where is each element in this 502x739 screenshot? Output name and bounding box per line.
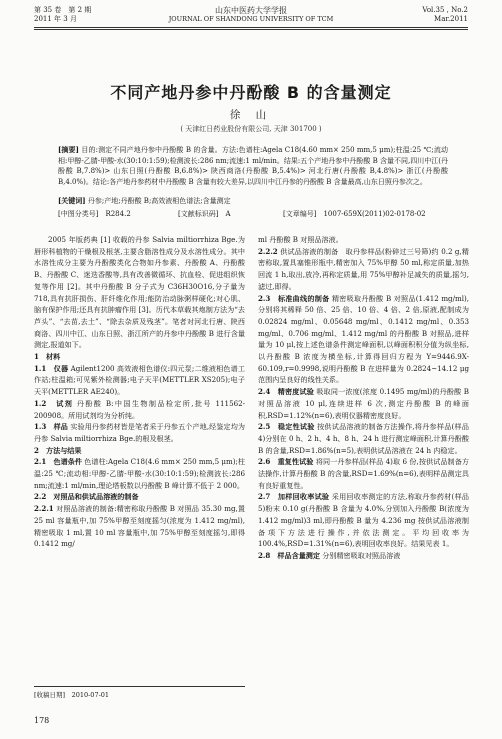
section-heading: 2.5 稳定性试验 (258, 422, 315, 432)
running-header (34, 6, 468, 28)
abstract (58, 145, 448, 187)
section-heading: 2.6 重复性试验 (258, 457, 314, 467)
document-code: [文献标识码] A (178, 210, 231, 218)
right_col-section (258, 386, 469, 421)
section-heading: 2 方法与结果 (34, 445, 82, 455)
left_sections-section (34, 445, 245, 457)
section-heading: 2.2 对照品和供试品溶液的制备 (34, 492, 139, 502)
section-heading: 1 材料 (34, 352, 61, 362)
section-body: 精密吸取丹酚酸 B 对照品(1.412 mg/ml),分别将其稀释 50 倍、25 倍、10 倍、4 倍、2 倍,原液,配制成为 0.02824 mg/ml、0.05648 mg/ml、0.1412 mg/ml、0.353 mg/ml、0.706 mg/ml、1.412 mg/ml 的丹酚酸 B 对照品,进样量为 10 μl,按上述色谱条件测定峰面积,以峰面积积分值为纵坐标,以丹酚酸 B 浓度为横坐标,计算得回归方程为 Y=9446.9X-60.109,r=0.9998,说明丹酚酸 B 在进样量为 0.2824~14.12 μg 范围内呈良好的线性关系。 (258, 293, 469, 385)
paper-title: 不同产地丹参中丹酚酸 B 的含量测定 (110, 83, 392, 102)
journal-en: JOURNAL OF SHANDONG UNIVERSITY OF TCM (168, 15, 334, 23)
left_sections-section (34, 456, 245, 491)
right_col-section (258, 456, 469, 491)
section-heading: 2.2.1 (34, 504, 54, 514)
right_col-section (258, 550, 469, 562)
keywords (58, 196, 448, 206)
section-body: 采用回收率测定的方法,称取丹参药材(样品 5)粉末 0.10 g(丹酚酸 B 含量为 4.0%,分别加入丹酚酸 B(浓度为 1.412 mg/ml)3 ml,即丹酚酸 B 量为 4.236 mg 按供试品溶液制备项下方法进行操作,并依法测定。平均回收率为 100.4%,RSD=1.31%(n=6),表明回收率良好。结果见表 1。 (258, 492, 469, 549)
section-body: 将同一丹参样品(样品 4)取 6 份,按供试品制备方法操作,计算丹酚酸 B 的含量,RSD=1.69%(n=6),表明样品测定具有良好重复性。 (258, 457, 469, 490)
section-heading: 2.8 样品含量测定 (258, 550, 320, 560)
section-body: 色谱柱:Agela C18(4.6 mm× 250 mm,5 μm);柱温:25 ℃;流动相:甲醇-乙腈-甲酸-水(30:10:1:59);检测波长:286 nm;流速:1 ml/min,理论塔板数以丹酚酸 B 峰计算不低于 2 000。 (34, 457, 245, 490)
section-heading: 2.3 标准曲线的制备 (258, 293, 330, 303)
section-body: ml 丹酚酸 B 对照品溶液。 (258, 235, 343, 244)
section-body: 吸取同一浓度(浓度 0.1495 mg/ml)的丹酚酸 B 对照品溶液 10 μl,连续进样 6 次,测定丹酚酸 B 的峰面积,RSD=1.12%(n=6),表明仪器精密度良好。 (258, 387, 469, 420)
page-number: 178 (34, 716, 50, 725)
header-rule (34, 27, 468, 28)
left_sections-section (34, 491, 245, 503)
keywords-label: [关键词] (58, 196, 86, 205)
keywords-text: 丹参;产地;丹酚酸 B;高效液相色谱法;含量测定 (87, 197, 231, 205)
section-heading: 1.1 仪器 (34, 363, 69, 373)
left_sections-section (34, 421, 245, 444)
classification-line (58, 209, 448, 219)
abstract-label: [摘要] (58, 145, 79, 154)
right_col-section (258, 246, 469, 293)
section-heading: 1.3 样品 (34, 422, 68, 432)
affiliation: ( 天津红日药业股份有限公司, 天津 301700 ) (180, 125, 322, 133)
right_col-section (258, 293, 469, 387)
left-column (34, 234, 245, 550)
article-number: [文章编号] 1007-659X(2011)02-0178-02 (283, 210, 426, 218)
right_col-section (258, 491, 469, 550)
volume-right: Vol.35 , No.2 (422, 6, 468, 14)
intro-paragraph: 2005 年版药典 [1] 收载的丹参 Salvia miltiorrhiza Bge.为唇形科植物的干燥根及根茎,主要含脂溶性成分及水溶性成分。其中水溶性成分主要为丹酚酸类化合物如丹参素、丹酚酸 A、丹酚酸 B、丹酚酸 C、迷迭香酸等,具有改善微循环、抗血栓、促进组织恢复等作用 [2]。其中丹酚酸 B 分子式为 C36H30O16,分子量为 718,具有抗肝损伤、肝纤维化作用;能防治动脉粥样硬化;对心肌、脑有保护作用;还具有抗肿瘤作用 [3]。历代本草载其炮制方法为“去芦头”、“去苗,去土”、“除去杂质及残茎”。笔者对河北行唐、陕西商洛、四川中江、山东日照、浙江所产的丹参中丹酚酸 B 进行含量测定,报道如下。 (34, 235, 245, 350)
right_col-section (258, 421, 469, 456)
author: 徐 山 (229, 109, 273, 121)
left_sections-section (34, 363, 245, 398)
right-column (258, 234, 469, 562)
volume-left: 第 35 卷 第 2 期 (34, 6, 92, 14)
left_sections-section (34, 351, 245, 363)
left_sections-section (34, 398, 245, 421)
section-body: 丹酚酸 B:中国生物制品检定所,批号 111562-200908。所用试剂均为分析纯。 (34, 398, 246, 420)
section-heading: 2.7 加样回收率试验 (258, 492, 330, 502)
abstract-text: 目的:测定不同产地丹参中丹酚酸 B 的含量。方法:色谱柱:Agela C18(4.60 mm× 250 mm,5 μm);柱温:25 ℃;流动相:甲醇-乙腈-甲酸-水(30:10:1:59);检测波长:286 nm;流速:1 ml/min。结果:五个产地丹参中丹酚酸 B 含量不同,四川中江(丹酚酸 B,7.8%)> 山东日照(丹酚酸 B,6.8%)> 陕西商洛(丹酚酸 B,5.4%)> 河北行唐(丹酚酸 B,4.8%)> 浙江(丹酚酸 B,4.0%)。结论:各产地丹参药材中丹酚酸 B 含量有较大差异,以四川中江丹参的丹酚酸 B 含量最高,山东日照丹参次之。 (58, 146, 448, 186)
section-body: 对照品溶液的制备:精密称取丹酚酸 B 对照品 35.30 mg,置 25 ml 容量瓶中,加 75%甲醇至刻度摇匀(浓度为 1.412 mg/ml),精密吸取 1 ml,置 10 ml 容量瓶中,加 75%甲醇至刻度摇匀,即得 0.1412 mg/ (34, 504, 245, 549)
right_col-section (258, 234, 469, 246)
section-body: Agilent1200 高效液相色谱仪:四元泵;二维液相色谱工作站;柱温箱;可见紫外检测器;电子天平(METTLER XS205);电子天平(METTLER AE240)。 (34, 363, 245, 397)
section-body: 按供试品溶液的制备方法操作,将丹参样品(样品 4)分别在 0 h、2 h、4 h、8 h、24 h 进行测定峰面积,计算丹酚酸 B 的含量,RSD=1.86%(n=5),表明供试品溶液在 24 h 内稳定。 (258, 422, 469, 455)
section-body: 实验用丹参药材皆是笔者采于丹参五个产地,经鉴定均为丹参 Salvia miltiorrhiza Bge.的根及根茎。 (34, 422, 245, 443)
date-left: 2011 年 3 月 (34, 15, 77, 23)
journal-cn: 山东中医药大学学报 (215, 6, 287, 15)
section-body: 分别精密吸取对照品溶液 (322, 550, 401, 560)
section-heading: 1.2 试剂 (34, 398, 74, 408)
left_sections-section (34, 503, 245, 550)
section-heading: 2.1 色谱条件 (34, 457, 82, 467)
clc-number: [中图分类号] R284.2 (58, 210, 131, 218)
date-right: Mar.2011 (434, 15, 468, 23)
received-date-footnote: [收稿日期] 2010-07-01 (34, 686, 245, 699)
section-heading: 2.2.2 (258, 246, 278, 256)
section-body: 供试品溶液的制备 取丹参样品(粉碎过三号筛)约 0.2 g,精密称取,置具塞锥形瓶中,精密加入 75%甲醇 50 ml,称定质量,加热回流 1 h,取出,放冷,再称定质量,用 75%甲醇补足减失的质量,摇匀,滤过,即得。 (258, 246, 469, 291)
section-heading: 2.4 精密度试验 (258, 387, 314, 397)
header-rule-thin (34, 29, 468, 30)
